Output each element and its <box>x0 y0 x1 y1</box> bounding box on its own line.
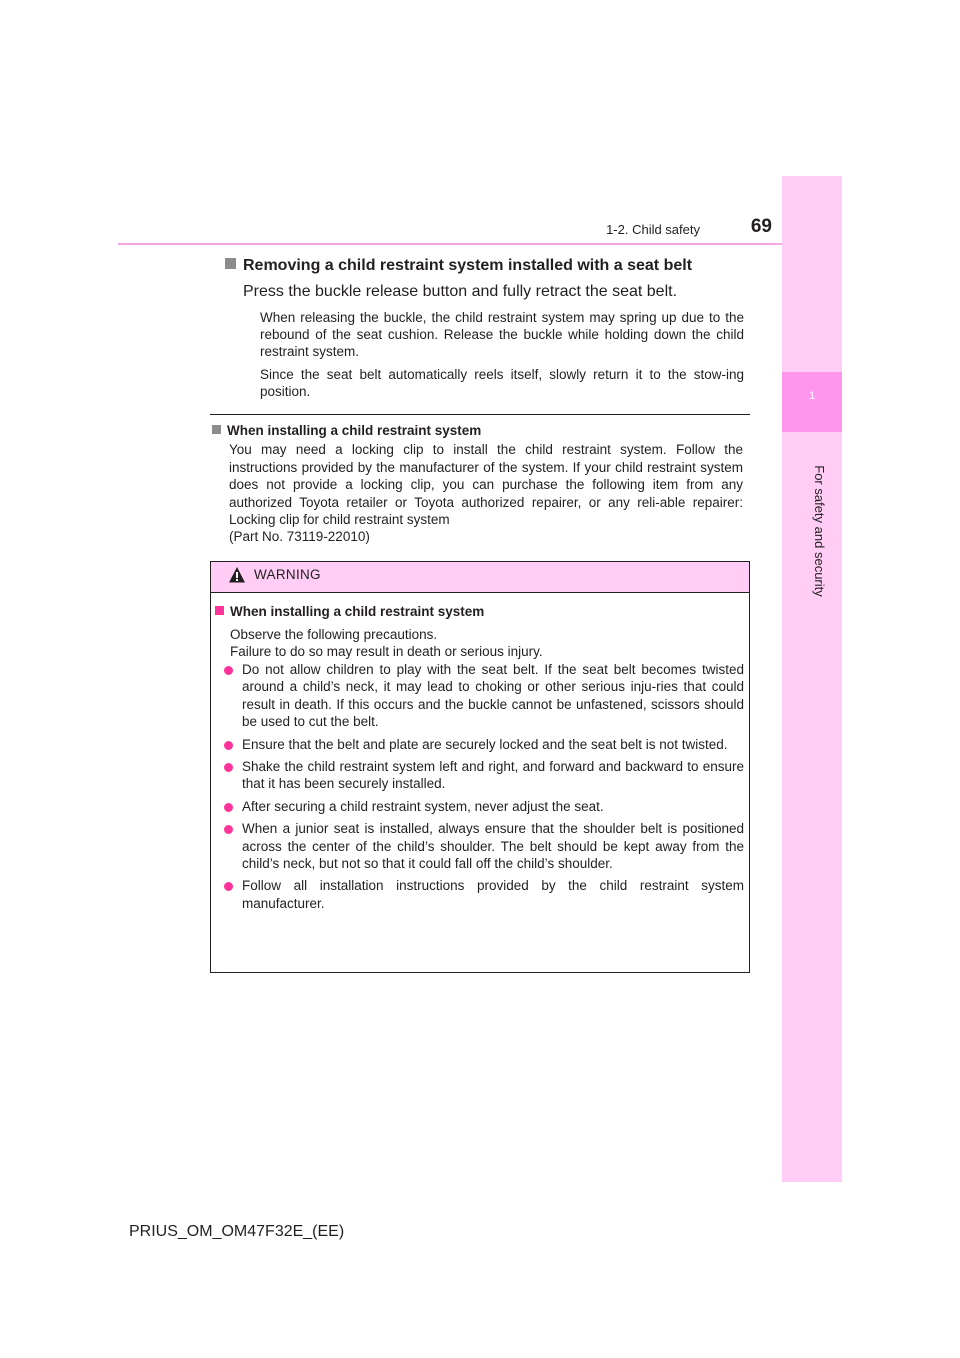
warning-item-text: Shake the child restraint system left and right, and forward and backward to ensure that it has been securely installed. <box>242 759 744 792</box>
square-bullet-icon <box>212 425 221 434</box>
warning-list-item <box>224 661 744 731</box>
round-bullet-icon <box>224 882 233 891</box>
side-tab-label: For safety and security <box>812 465 827 597</box>
note-text: Since the seat belt automatically reels itself, slowly return it to the stow-ing position. <box>260 367 744 399</box>
warning-item-text: After securing a child restraint system, never adjust the seat. <box>242 798 604 814</box>
section-heading <box>225 257 765 275</box>
warning-list <box>224 661 744 917</box>
round-bullet-icon <box>224 763 233 772</box>
warning-list-item <box>224 798 744 815</box>
side-tab-number: 1 <box>808 390 816 402</box>
warning-triangle-icon <box>228 566 246 584</box>
square-bullet-icon <box>215 606 224 615</box>
warning-list-item <box>224 877 744 912</box>
warning-list-item <box>224 820 744 872</box>
round-bullet-icon <box>224 803 233 812</box>
warning-item-text: Follow all installation instructions provided by the child restraint system manufacturer. <box>242 878 744 911</box>
warning-item-text: Do not allow children to play with the seat belt. If the seat belt becomes twisted around a child’s neck, it may lead to choking or other serious inju-ries that could result in death. If this occurs and the buckle cannot be unfastened, scissors should be used to cut the belt. <box>242 662 744 730</box>
section-label: 1-2. Child safety <box>606 222 700 237</box>
square-bullet-icon <box>225 258 236 269</box>
warning-heading-text: When installing a child restraint system <box>230 604 485 619</box>
warning-heading <box>215 604 735 619</box>
warning-list-item <box>224 736 744 753</box>
warning-intro-line: Failure to do so may result in death or serious injury. <box>230 644 543 659</box>
warning-intro-line: Observe the following precautions. <box>230 627 438 642</box>
warning-intro <box>230 626 744 660</box>
warning-list-item <box>224 758 744 793</box>
section-heading-text: Removing a child restraint system installed with a seat belt <box>243 257 693 274</box>
part-number: (Part No. 73119-22010) <box>229 529 370 544</box>
section-heading <box>212 423 752 438</box>
round-bullet-icon <box>224 741 233 750</box>
note-text: When releasing the buckle, the child restraint system may spring up due to the rebound of the seat cushion. Release the buckle while holding down the child restraint system. <box>260 310 744 359</box>
section-heading-text: When installing a child restraint system <box>227 423 482 438</box>
warning-item-text: Ensure that the belt and plate are securely locked and the seat belt is not twisted. <box>242 736 728 752</box>
footer-code: PRIUS_OM_OM47F32E_(EE) <box>129 1223 345 1240</box>
page-number: 69 <box>750 216 772 237</box>
instruction-text: Press the buckle release button and fully retract the seat belt. <box>243 283 678 300</box>
header-rule <box>118 243 840 245</box>
warning-title: WARNING <box>254 567 321 582</box>
divider <box>210 414 750 415</box>
warning-item-text: When a junior seat is installed, always ensure that the shoulder belt is positioned across the center of the child’s shoulder. The belt should be kept away from the child’s neck, but not so that it could fall off the child’s shoulder. <box>242 821 744 872</box>
body-paragraph: You may need a locking clip to install the child restraint system. Follow the instructions provided by the manufacturer of the system. If your child restraint system does not provide a locking clip, you can purchase the following item from any authorized Toyota retailer or Toyota authorized repairer, or any reli-able repairer: Locking clip for child restraint system <box>229 442 743 527</box>
side-strip <box>782 176 842 1182</box>
side-tab-block <box>782 372 842 432</box>
round-bullet-icon <box>224 825 233 834</box>
round-bullet-icon <box>224 666 233 675</box>
